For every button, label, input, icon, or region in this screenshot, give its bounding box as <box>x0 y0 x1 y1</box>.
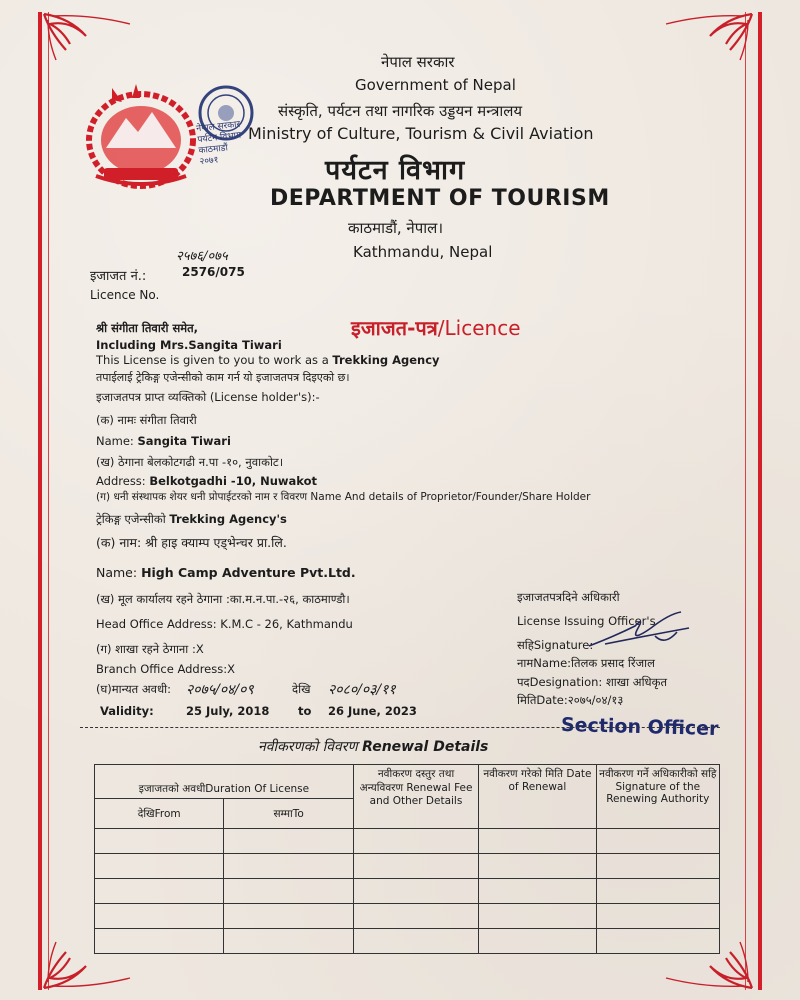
work-line-pre: This License is given to you to work as a <box>96 353 333 367</box>
col-from: देखिFrom <box>95 799 224 829</box>
agency-heading-np: ट्रेकिङ्ग एजेन्सीको <box>96 512 170 526</box>
table-cell <box>353 829 478 854</box>
city-en: Kathmandu, Nepal <box>353 243 493 261</box>
validity-from: 25 July, 2018 <box>186 704 270 718</box>
table-cell <box>95 904 224 929</box>
officer-date: मितिDate:२०७५/०४/१३ <box>517 693 624 707</box>
ministry-np: संस्कृति, पर्यटन तथा नागरिक उड्डयन मन्त्रालय <box>278 102 523 120</box>
gov-np: नेपाल सरकार <box>381 53 455 71</box>
licence-no-label-np: इजाजत नं.: <box>90 269 147 284</box>
table-cell <box>479 854 596 879</box>
table-cell <box>353 879 478 904</box>
holder-work-line-np: तपाईलाई ट्रेकिङ्ग एजेन्सीको काम गर्न यो इजाजतपत्र दिइएको छ। <box>96 371 350 384</box>
table-cell <box>95 829 224 854</box>
city-np: काठमाडौं, नेपाल। <box>348 219 444 237</box>
renewal-heading-en: Renewal Details <box>362 739 489 755</box>
table-cell <box>353 854 478 879</box>
nepal-emblem-icon <box>82 82 200 194</box>
validity-to-label: to <box>298 704 312 718</box>
holder-including: Including Mrs.Sangita Tiwari <box>96 338 282 352</box>
agency-name-row <box>96 565 356 580</box>
table-row <box>95 854 720 879</box>
table-row <box>95 879 720 904</box>
table-row <box>95 904 720 929</box>
agency-name-label: Name: <box>96 565 142 580</box>
address-value: Belkotgadhi -10, Nuwakot <box>149 474 318 488</box>
seal-line: काठमाडौं <box>198 143 229 157</box>
seal-line: २०७१ <box>199 155 219 168</box>
head-office-np: (ख) मूल कार्यालय रहने ठेगाना :का.म.न.पा.-२६, काठमाण्डौ। <box>96 592 350 606</box>
table-cell <box>95 854 224 879</box>
gov-en: Government of Nepal <box>355 76 516 94</box>
name-value: Sangita Tiwari <box>137 434 231 448</box>
renewal-heading <box>258 737 488 756</box>
holder-name-row <box>96 434 231 448</box>
corner-ornament-icon <box>40 10 136 66</box>
table-cell <box>353 929 478 954</box>
corner-ornament-icon <box>660 10 756 66</box>
divider-line <box>80 727 720 728</box>
table-row <box>95 829 720 854</box>
name-label: Name: <box>96 434 138 448</box>
section-officer-stamp: Section Officer <box>560 713 719 741</box>
seal-line: नेपाल सरकार <box>195 119 241 135</box>
validity-np-label: (घ)मान्यत अवधी: <box>96 682 172 696</box>
table-cell <box>596 829 719 854</box>
agency-heading <box>96 512 287 527</box>
agency-name-value: High Camp Adventure Pvt.Ltd. <box>141 565 356 580</box>
licence-title-en: /Licence <box>437 316 521 340</box>
renewal-header-row <box>95 765 720 799</box>
col-sign: नवीकरण गर्ने अधिकारीको सहि Signature of the Renewing Authority <box>596 765 719 829</box>
officer-signature-icon <box>585 606 695 656</box>
officer-designation: पदDesignation: शाखा अधिकृत <box>517 675 668 689</box>
table-cell <box>224 879 353 904</box>
validity-np-to: २०८०/०३/११ <box>328 682 396 698</box>
licence-no-value: 2576/075 <box>182 265 245 279</box>
licence-title <box>351 314 521 341</box>
table-cell <box>596 929 719 954</box>
holder-address-row <box>96 474 317 488</box>
table-cell <box>479 829 596 854</box>
branch-office-np: (ग) शाखा रहने ठेगाना :X <box>96 642 204 656</box>
licence-title-np: इजाजत-पत्र <box>351 316 438 340</box>
table-cell <box>224 904 353 929</box>
validity-np-from: २०७५/०४/०९ <box>186 682 254 698</box>
seal-line: पर्यटन विभाग <box>196 130 242 146</box>
table-cell <box>479 929 596 954</box>
holder-work-line <box>96 353 440 367</box>
col-to: सम्माTo <box>224 799 353 829</box>
renewal-table <box>94 764 720 954</box>
validity-to: 26 June, 2023 <box>328 704 417 718</box>
table-cell <box>479 904 596 929</box>
head-office-en: Head Office Address: K.M.C - 26, Kathmandu <box>96 617 353 631</box>
address-label: Address: <box>96 474 150 488</box>
table-cell <box>95 929 224 954</box>
holder-name-np: श्री संगीता तिवारी समेत, <box>96 321 199 335</box>
renewal-heading-np: नवीकरणको विवरण <box>258 739 363 755</box>
agency-heading-en: Trekking Agency's <box>169 512 287 526</box>
branch-office-en: Branch Office Address:X <box>96 662 235 676</box>
holder-address-np: (ख) ठेगाना बेलकोटगढी न.पा -१०, नुवाकोट। <box>96 455 284 469</box>
col-date: नवीकरण गरेको मिति Date of Renewal <box>479 765 596 829</box>
table-row <box>95 929 720 954</box>
table-cell <box>353 904 478 929</box>
table-cell <box>596 879 719 904</box>
table-cell <box>224 829 353 854</box>
officer-name: नामName:तिलक प्रसाद रिंजाल <box>517 656 655 670</box>
dept-np: पर्यटन विभाग <box>325 155 466 186</box>
validity-np-to-label: देखि <box>292 682 311 696</box>
ministry-en: Ministry of Culture, Tourism & Civil Aviation <box>248 124 594 143</box>
work-line-bold: Trekking Agency <box>332 353 440 367</box>
col-fee: नवीकरण दस्तुर तथा अन्यविवरण Renewal Fee and Other Details <box>353 765 478 829</box>
holder-ka-name: (क) नामः संगीता तिवारी <box>96 413 197 427</box>
col-duration: इजाजतको अवधीDuration Of License <box>95 765 354 799</box>
licence-no-label-en: Licence No. <box>90 288 160 302</box>
table-cell <box>596 904 719 929</box>
proprietor-line: (ग) धनी संस्थापक शेयर धनी प्रोपाईटरको नाम र विवरण Name And details of Proprietor/Founder/Share Holder <box>96 491 591 503</box>
table-cell <box>479 879 596 904</box>
dept-en: DEPARTMENT OF TOURISM <box>270 186 610 211</box>
table-cell <box>95 879 224 904</box>
validity-label: Validity: <box>100 704 154 718</box>
table-cell <box>224 854 353 879</box>
holders-heading: इजाजतपत्र प्राप्त व्यक्तिको (License holder's):- <box>96 390 320 404</box>
issuing-officer-en: License Issuing Officer's <box>517 614 656 628</box>
licence-no-handwritten: २५७६/०७५ <box>176 249 228 264</box>
table-cell <box>596 854 719 879</box>
table-cell <box>224 929 353 954</box>
seal-text <box>196 120 244 168</box>
officer-signature-label: सहिSignature: <box>517 638 594 652</box>
agency-ka-name: (क) नाम: श्री हाइ क्याम्प एड्भेन्चर प्रा.लि. <box>96 535 287 550</box>
issuing-officer-np: इजाजतपत्रदिने अधिकारी <box>517 590 620 604</box>
